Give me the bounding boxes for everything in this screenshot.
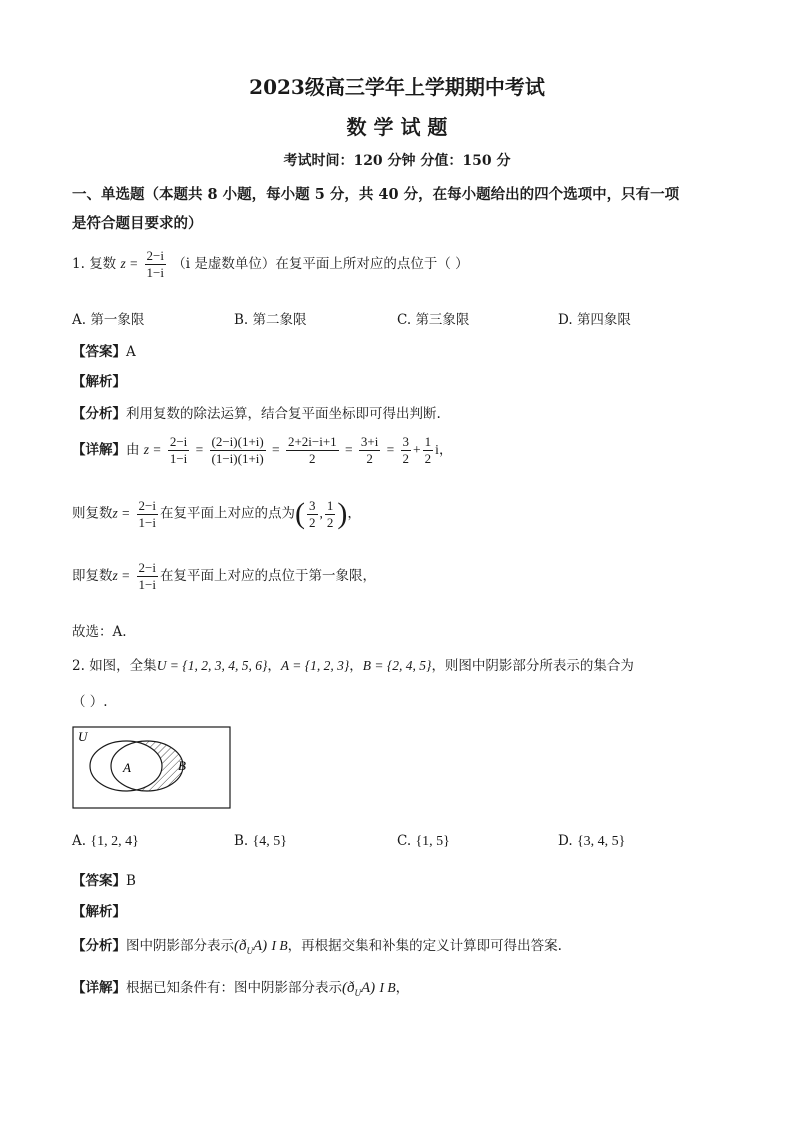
venn-diagram bbox=[72, 726, 232, 810]
q2-option-a[interactable]: A. {1, 2, 4} bbox=[72, 833, 139, 849]
question-2-paren: （ ）. bbox=[72, 694, 108, 710]
question-1-stem bbox=[72, 248, 469, 281]
subject-title: 数 学 试 题 bbox=[346, 115, 448, 139]
a-label: A bbox=[123, 760, 131, 775]
a-set: A = {1, 2, 3} bbox=[280, 658, 350, 673]
detail-equation: 【详解】由 z = $\frac{2-i}{1-i}$ = $\frac{(2-i)(1+i)}{(1-i)(1+i)}$ = $\frac{2+2i-i+1}{2}$ = $\frac{3+i}{2}$ = $\frac{3}{2}$ + $\frac{1}{2}$ i， bbox=[72, 434, 453, 466]
conclusion: 故选：A. bbox=[72, 624, 127, 640]
question-2-stem: 2. 如图，全集U = {1, 2, 3, 4, 5, 6}，A = {1, 2, 3}，B = {2, 4, 5}，则图中阴影部分所表示的集合为 bbox=[72, 658, 634, 674]
q2-answer-line: 【答案】B bbox=[72, 873, 136, 889]
exam-info: 考试时间：120 分钟 分值：150 分 bbox=[283, 153, 511, 169]
q2-detail-line: 【详解】根据已知条件有：图中阴影部分表示$(ð_UA)$ I B， bbox=[72, 980, 410, 998]
question-number: 1. bbox=[72, 256, 85, 272]
q2-option-c[interactable]: C. {1, 5} bbox=[397, 833, 450, 849]
stem-prefix: 复数 bbox=[89, 256, 117, 272]
fraction: $\frac{2-i}{1-i}$ bbox=[146, 248, 164, 280]
stem-suffix: （i 是虚数单位）在复平面上所对应的点位于（ ） bbox=[172, 256, 469, 272]
q2-fenxi-line: 【分析】图中阴影部分表示$(ð_UA)$ I B，再根据交集和补集的定义计算即可得出答案. bbox=[72, 938, 562, 956]
q2-option-b[interactable]: B. {4, 5} bbox=[234, 833, 287, 849]
quadrant-line: 即复数z = $\frac{2-i}{1-i}$ 在复平面上对应的点位于第一象限， bbox=[72, 560, 376, 592]
u-set: U = {1, 2, 3, 4, 5, 6} bbox=[156, 658, 268, 673]
q2-option-d[interactable]: D. {3, 4, 5} bbox=[558, 833, 626, 849]
u-label: U bbox=[78, 729, 88, 744]
section-heading-line2: 是符合题目要求的） bbox=[72, 215, 203, 232]
b-label: B bbox=[178, 758, 186, 773]
option-b[interactable]: B. 第二象限 bbox=[234, 312, 307, 328]
z-variable: z = bbox=[120, 256, 139, 271]
option-a[interactable]: A. 第一象限 bbox=[72, 312, 145, 328]
exam-title: 2023级高三学年上学期期中考试 bbox=[249, 75, 545, 99]
q2-analysis-tag: 【解析】 bbox=[72, 904, 126, 920]
option-d[interactable]: D. 第四象限 bbox=[558, 312, 631, 328]
b-set: B = {2, 4, 5} bbox=[362, 658, 432, 673]
point-line: 则复数z = $\frac{2-i}{1-i}$ 在复平面上对应的点为( $\frac{3}{2}$ , $\frac{1}{2}$ )， bbox=[72, 497, 361, 530]
analysis-tag: 【解析】 bbox=[72, 374, 126, 390]
fenxi-line: 【分析】利用复数的除法运算，结合复平面坐标即可得出判断. bbox=[72, 406, 441, 422]
option-c[interactable]: C. 第三象限 bbox=[397, 312, 470, 328]
answer-line: 【答案】A bbox=[72, 344, 136, 360]
section-heading-line1: 一、单选题（本题共 8 小题，每小题 5 分，共 40 分，在每小题给出的四个选项中，只有一项 bbox=[72, 186, 680, 203]
